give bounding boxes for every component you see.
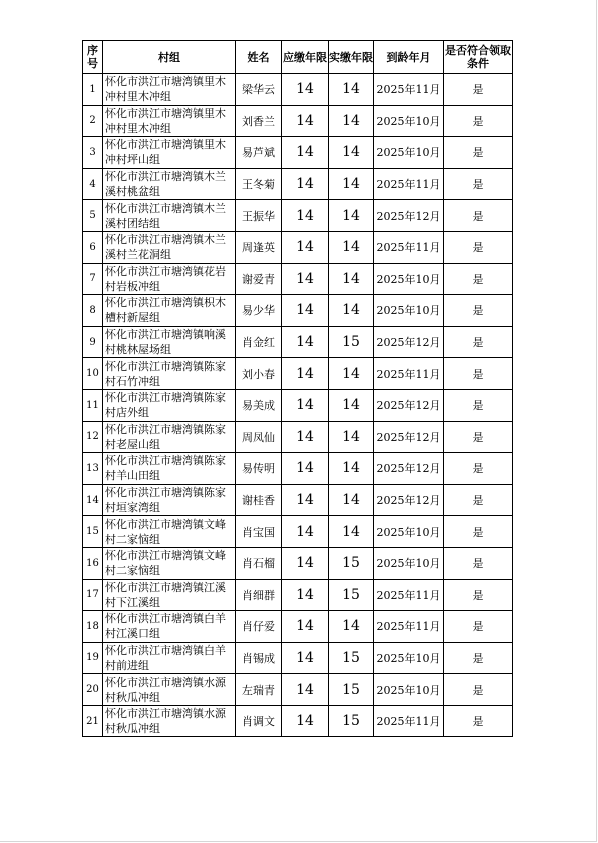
row-village: 怀化市洪江市塘湾镇花岩村岩板冲组 (103, 263, 236, 295)
table-row (83, 453, 513, 485)
row-due-date: 2025年10月 (374, 547, 444, 579)
row-eligible: 是 (444, 358, 513, 390)
row-due-date: 2025年10月 (374, 516, 444, 548)
row-name: 肖仔爱 (236, 611, 282, 643)
row-village: 怀化市洪江市塘湾镇枳木槽村新屋组 (103, 295, 236, 327)
row-due-date: 2025年11月 (374, 358, 444, 390)
row-actual-years: 15 (329, 579, 374, 611)
row-actual-years: 14 (329, 74, 374, 106)
row-village: 怀化市洪江市塘湾镇木兰溪村兰花洞组 (103, 231, 236, 263)
table-row (83, 263, 513, 295)
row-name: 刘香兰 (236, 105, 282, 137)
table-row (83, 389, 513, 421)
row-village: 怀化市洪江市塘湾镇文峰村二家恼组 (103, 547, 236, 579)
row-actual-years: 14 (329, 105, 374, 137)
header-due-date: 到龄年月 (374, 41, 444, 74)
row-actual-years: 14 (329, 168, 374, 200)
row-eligible: 是 (444, 231, 513, 263)
row-should-years: 14 (282, 168, 329, 200)
row-name: 王冬菊 (236, 168, 282, 200)
table-row (83, 705, 513, 737)
table-row (83, 421, 513, 453)
row-due-date: 2025年10月 (374, 295, 444, 327)
header-actual-years: 实缴年限 (329, 41, 374, 74)
row-number: 20 (83, 674, 103, 706)
row-should-years: 14 (282, 137, 329, 169)
row-name: 易少华 (236, 295, 282, 327)
row-actual-years: 14 (329, 516, 374, 548)
header-eligible: 是否符合领取条件 (444, 41, 513, 74)
row-number: 13 (83, 453, 103, 485)
table-row (83, 611, 513, 643)
row-due-date: 2025年10月 (374, 674, 444, 706)
row-number: 7 (83, 263, 103, 295)
row-eligible: 是 (444, 674, 513, 706)
table-row (83, 137, 513, 169)
pension-eligibility-table (82, 40, 513, 737)
header-village: 村组 (103, 41, 236, 74)
header-no: 序号 (83, 41, 103, 74)
header-name: 姓名 (236, 41, 282, 74)
table-row (83, 642, 513, 674)
row-eligible: 是 (444, 611, 513, 643)
table-row (83, 105, 513, 137)
row-due-date: 2025年11月 (374, 74, 444, 106)
row-actual-years: 15 (329, 705, 374, 737)
row-number: 5 (83, 200, 103, 232)
row-name: 肖细群 (236, 579, 282, 611)
row-name: 易芦斌 (236, 137, 282, 169)
row-actual-years: 14 (329, 484, 374, 516)
row-should-years: 14 (282, 453, 329, 485)
row-name: 王振华 (236, 200, 282, 232)
row-number: 12 (83, 421, 103, 453)
row-actual-years: 15 (329, 547, 374, 579)
table-row (83, 168, 513, 200)
table-row (83, 326, 513, 358)
table-row (83, 231, 513, 263)
row-number: 8 (83, 295, 103, 327)
row-eligible: 是 (444, 105, 513, 137)
row-eligible: 是 (444, 642, 513, 674)
row-should-years: 14 (282, 705, 329, 737)
row-name: 周凤仙 (236, 421, 282, 453)
row-eligible: 是 (444, 453, 513, 485)
row-number: 16 (83, 547, 103, 579)
row-name: 肖调文 (236, 705, 282, 737)
row-name: 肖锡成 (236, 642, 282, 674)
row-eligible: 是 (444, 168, 513, 200)
row-name: 肖宝国 (236, 516, 282, 548)
row-should-years: 14 (282, 200, 329, 232)
row-village: 怀化市洪江市塘湾镇陈家村石竹冲组 (103, 358, 236, 390)
row-should-years: 14 (282, 642, 329, 674)
row-village: 怀化市洪江市塘湾镇陈家村老屋山组 (103, 421, 236, 453)
row-actual-years: 15 (329, 326, 374, 358)
row-number: 1 (83, 74, 103, 106)
row-due-date: 2025年12月 (374, 200, 444, 232)
row-name: 梁华云 (236, 74, 282, 106)
row-should-years: 14 (282, 484, 329, 516)
row-village: 怀化市洪江市塘湾镇里木冲村里木冲组 (103, 74, 236, 106)
table-row (83, 200, 513, 232)
row-village: 怀化市洪江市塘湾镇木兰溪村桃盆组 (103, 168, 236, 200)
table-row (83, 516, 513, 548)
row-actual-years: 14 (329, 295, 374, 327)
row-village: 怀化市洪江市塘湾镇陈家村垣家湾组 (103, 484, 236, 516)
row-number: 4 (83, 168, 103, 200)
row-due-date: 2025年11月 (374, 579, 444, 611)
row-due-date: 2025年12月 (374, 453, 444, 485)
row-number: 11 (83, 389, 103, 421)
row-should-years: 14 (282, 295, 329, 327)
row-number: 9 (83, 326, 103, 358)
row-village: 怀化市洪江市塘湾镇响溪村桃林屋场组 (103, 326, 236, 358)
row-should-years: 14 (282, 74, 329, 106)
row-actual-years: 14 (329, 611, 374, 643)
row-number: 19 (83, 642, 103, 674)
row-village: 怀化市洪江市塘湾镇水源村秋瓜冲组 (103, 674, 236, 706)
row-due-date: 2025年10月 (374, 105, 444, 137)
row-actual-years: 14 (329, 453, 374, 485)
row-actual-years: 14 (329, 137, 374, 169)
header-row (83, 41, 513, 74)
row-number: 6 (83, 231, 103, 263)
row-village: 怀化市洪江市塘湾镇里木冲村里木冲组 (103, 105, 236, 137)
row-eligible: 是 (444, 421, 513, 453)
row-due-date: 2025年12月 (374, 326, 444, 358)
row-name: 周逢英 (236, 231, 282, 263)
row-name: 易美成 (236, 389, 282, 421)
table-row (83, 484, 513, 516)
row-should-years: 14 (282, 105, 329, 137)
row-actual-years: 15 (329, 642, 374, 674)
row-number: 14 (83, 484, 103, 516)
row-eligible: 是 (444, 326, 513, 358)
row-due-date: 2025年12月 (374, 484, 444, 516)
row-village: 怀化市洪江市塘湾镇里木冲村坪山组 (103, 137, 236, 169)
row-should-years: 14 (282, 611, 329, 643)
row-should-years: 14 (282, 674, 329, 706)
row-should-years: 14 (282, 579, 329, 611)
row-eligible: 是 (444, 200, 513, 232)
row-due-date: 2025年11月 (374, 611, 444, 643)
row-eligible: 是 (444, 484, 513, 516)
row-village: 怀化市洪江市塘湾镇木兰溪村团结组 (103, 200, 236, 232)
row-village: 怀化市洪江市塘湾镇陈家村店外组 (103, 389, 236, 421)
row-actual-years: 15 (329, 674, 374, 706)
row-due-date: 2025年12月 (374, 389, 444, 421)
row-number: 10 (83, 358, 103, 390)
row-actual-years: 14 (329, 389, 374, 421)
row-name: 肖石榴 (236, 547, 282, 579)
row-eligible: 是 (444, 705, 513, 737)
header-should-years: 应缴年限 (282, 41, 329, 74)
row-eligible: 是 (444, 579, 513, 611)
row-actual-years: 14 (329, 200, 374, 232)
table-row (83, 674, 513, 706)
row-number: 3 (83, 137, 103, 169)
row-due-date: 2025年10月 (374, 263, 444, 295)
row-eligible: 是 (444, 516, 513, 548)
row-eligible: 是 (444, 263, 513, 295)
row-name: 易传明 (236, 453, 282, 485)
row-should-years: 14 (282, 421, 329, 453)
table-row (83, 579, 513, 611)
row-number: 2 (83, 105, 103, 137)
row-should-years: 14 (282, 389, 329, 421)
row-actual-years: 14 (329, 263, 374, 295)
row-should-years: 14 (282, 547, 329, 579)
row-eligible: 是 (444, 137, 513, 169)
row-eligible: 是 (444, 389, 513, 421)
row-should-years: 14 (282, 231, 329, 263)
row-name: 谢桂香 (236, 484, 282, 516)
row-name: 左瑞青 (236, 674, 282, 706)
row-eligible: 是 (444, 74, 513, 106)
row-village: 怀化市洪江市塘湾镇白羊村江溪口组 (103, 611, 236, 643)
table-row (83, 295, 513, 327)
row-actual-years: 14 (329, 231, 374, 263)
row-number: 18 (83, 611, 103, 643)
table-row (83, 358, 513, 390)
row-should-years: 14 (282, 326, 329, 358)
row-number: 21 (83, 705, 103, 737)
row-due-date: 2025年11月 (374, 168, 444, 200)
row-village: 怀化市洪江市塘湾镇陈家村羊山田组 (103, 453, 236, 485)
row-due-date: 2025年12月 (374, 421, 444, 453)
row-due-date: 2025年10月 (374, 137, 444, 169)
row-should-years: 14 (282, 516, 329, 548)
row-number: 17 (83, 579, 103, 611)
row-eligible: 是 (444, 547, 513, 579)
row-village: 怀化市洪江市塘湾镇江溪村下江溪组 (103, 579, 236, 611)
row-number: 15 (83, 516, 103, 548)
row-name: 刘小春 (236, 358, 282, 390)
table-row (83, 74, 513, 106)
row-due-date: 2025年11月 (374, 231, 444, 263)
row-should-years: 14 (282, 263, 329, 295)
row-name: 肖金红 (236, 326, 282, 358)
row-name: 谢爱青 (236, 263, 282, 295)
row-due-date: 2025年10月 (374, 642, 444, 674)
row-actual-years: 14 (329, 421, 374, 453)
row-village: 怀化市洪江市塘湾镇文峰村二家恼组 (103, 516, 236, 548)
row-due-date: 2025年11月 (374, 705, 444, 737)
table-row (83, 547, 513, 579)
row-village: 怀化市洪江市塘湾镇水源村秋瓜冲组 (103, 705, 236, 737)
row-actual-years: 14 (329, 358, 374, 390)
row-eligible: 是 (444, 295, 513, 327)
row-should-years: 14 (282, 358, 329, 390)
row-village: 怀化市洪江市塘湾镇白羊村前进组 (103, 642, 236, 674)
